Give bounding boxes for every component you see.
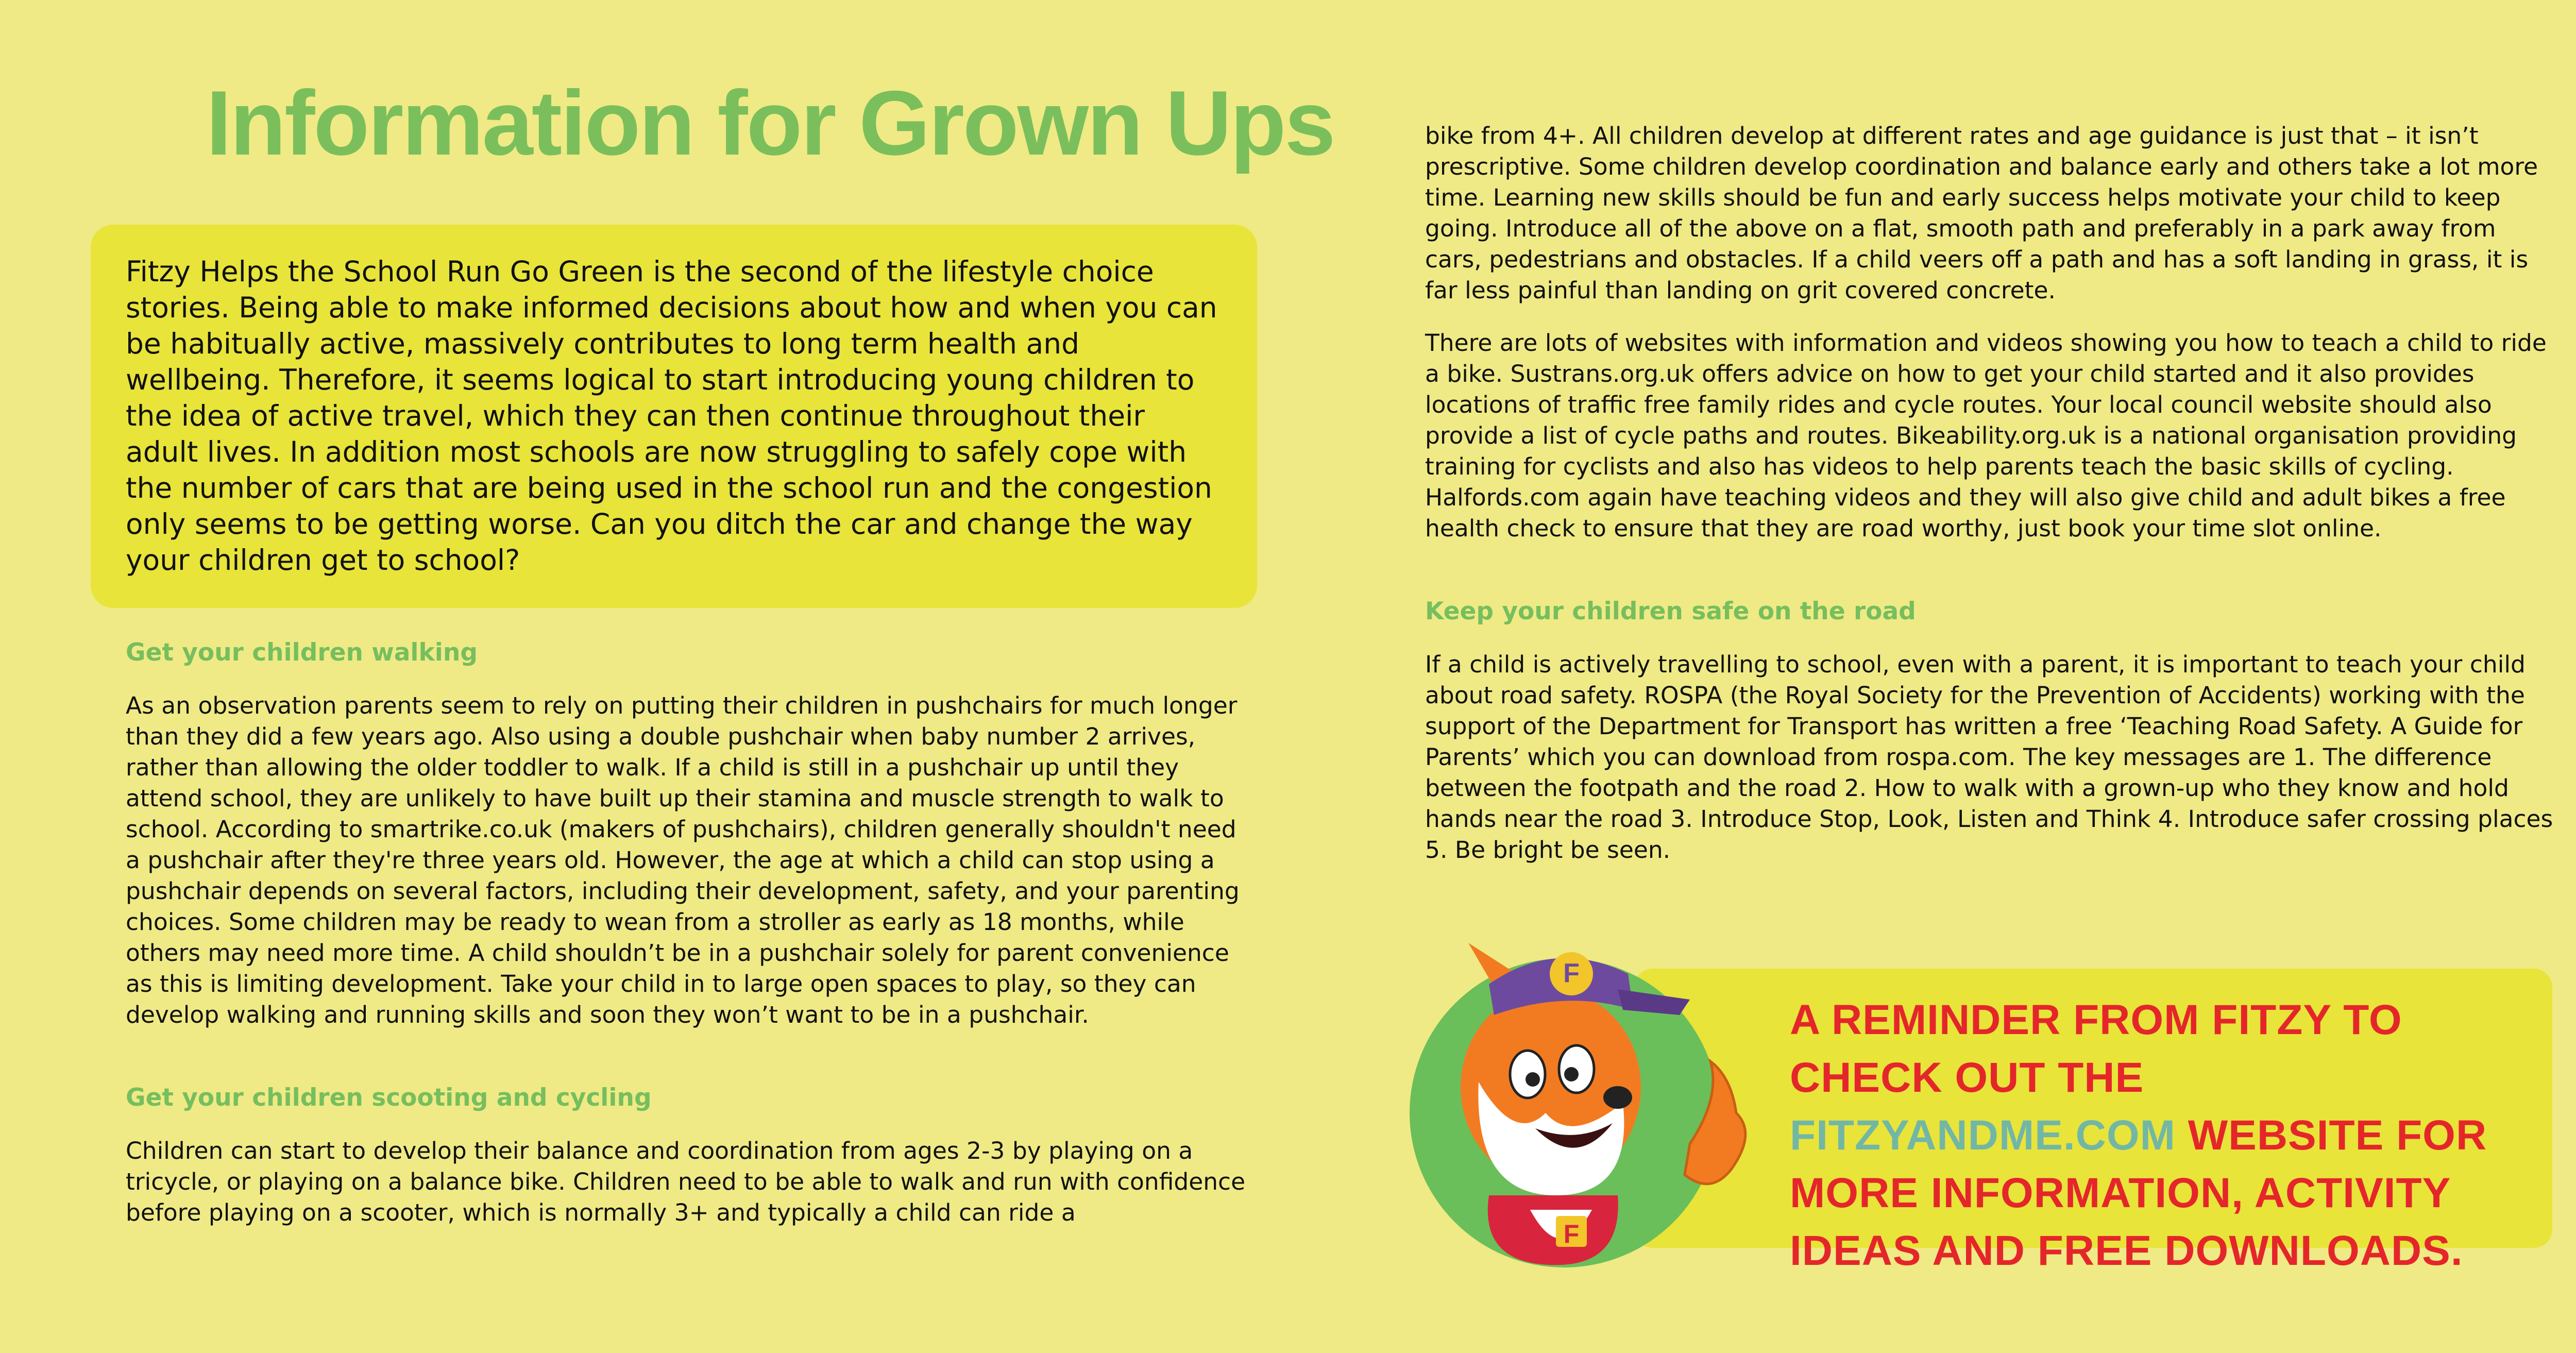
heading-cycling: Get your children scooting and cycling	[126, 1084, 652, 1112]
fitzy-mascot	[1401, 927, 1762, 1267]
cycling-websites: There are lots of websites with information and videos showing you how to teach a child to ride a bike. Sustrans.org.uk offers advice on how to get your child started and it also provides locations of traffic free family rides and cycle routes. Your local council website should also provide a list of cycle paths and routes. Bikeability.org.uk is a national organisation providing training for cyclists and also has videos to help parents teach the basic skills of cycling. Halfords.com again have teaching videos and they will also give child and adult bikes a free health check to ensure that they are road worthy, just book your time slot online.	[1425, 329, 2547, 542]
cycling-body-left: Children can start to develop their balance and coordination from ages 2-3 by playing on a tricycle, or playing on a balance bike. Children need to be able to walk and run with confidence before playing on a scooter, which is normally 3+ and typically a child can ride a	[126, 1137, 1246, 1226]
road-body: If a child is actively travelling to school, even with a parent, it is important to teach your child about road safety. ROSPA (the Royal Society for the Prevention of Accidents) working with the support of the Department for Transport has written a free ‘Teaching Road Safety. A Guide for Parents’ which you can download from rospa.com. The key messages are 1. The difference between the footpath and the road 2. How to walk with a grown-up who they know and hold hands near the road 3. Introduce Stop, Look, Listen and Think 4. Introduce safer crossing places 5. Be bright be seen.	[1425, 651, 2553, 864]
cycling-body-right: bike from 4+. All children develop at different rates and age guidance is just that – it isn’t prescriptive. Some children develop coordination and balance early and others take a lot more time. Learning new skills should be fun and early success helps motivate your child to keep going. Introduce all of the above on a flat, smooth path and preferably in a park away from cars, pedestrians and obstacles. If a child veers off a path and has a soft landing in grass, it is far less painful than landing on grit covered concrete.	[1425, 122, 2538, 304]
shirt-letter: F	[1563, 1220, 1580, 1248]
promo-line-a: A REMINDER FROM FITZY TO CHECK OUT THE	[1790, 996, 2402, 1101]
promo-text	[1790, 991, 2521, 1280]
website-link[interactable]: FITZYANDME.COM	[1790, 1112, 2176, 1159]
heading-walking: Get your children walking	[126, 638, 478, 667]
intro-text: Fitzy Helps the School Run Go Green is the second of the lifestyle choice stories. Being able to make informed decisions about how and when you can be habitually active, massively contributes to long term health and wellbeing. Therefore, it seems logical to start introducing young children to the idea of active travel, which they can then continue throughout their adult lives. In addition most schools are now struggling to safely cope with the number of cars that are being used in the school run and the congestion only seems to be getting worse. Can you ditch the car and change the way your children get to school?	[126, 255, 1217, 577]
cap-letter: F	[1563, 958, 1580, 988]
heading-road: Keep your children safe on the road	[1425, 597, 1916, 625]
intro-panel	[91, 225, 1257, 608]
walking-body: As an observation parents seem to rely on putting their children in pushchairs for much longer than they did a few years ago. Also using a double pushchair when baby number 2 arrives, rather than allowing the older toddler to walk. If a child is still in a pushchair up until they attend school, they are unlikely to have built up their stamina and muscle strength to walk to school. According to smartrike.co.uk (makers of pushchairs), children generally shouldn't need a pushchair after they're three years old. However, the age at which a child can stop using a pushchair depends on several factors, including their development, safety, and your parenting choices. Some children may be ready to wean from a stroller as early as 18 months, while others may need more time. A child shouldn’t be in a pushchair solely for parent convenience as this is limiting development. Take your child in to large open spaces to play, so they can develop walking and running skills and soon they won’t want to be in a pushchair.	[126, 692, 1240, 1028]
page-title: Information for Grown Ups	[206, 72, 1334, 174]
promo-line-b: WEBSITE FOR MORE INFORMATION, ACTIVITY IDEAS AND FREE DOWNLOADS.	[1790, 1112, 2487, 1274]
